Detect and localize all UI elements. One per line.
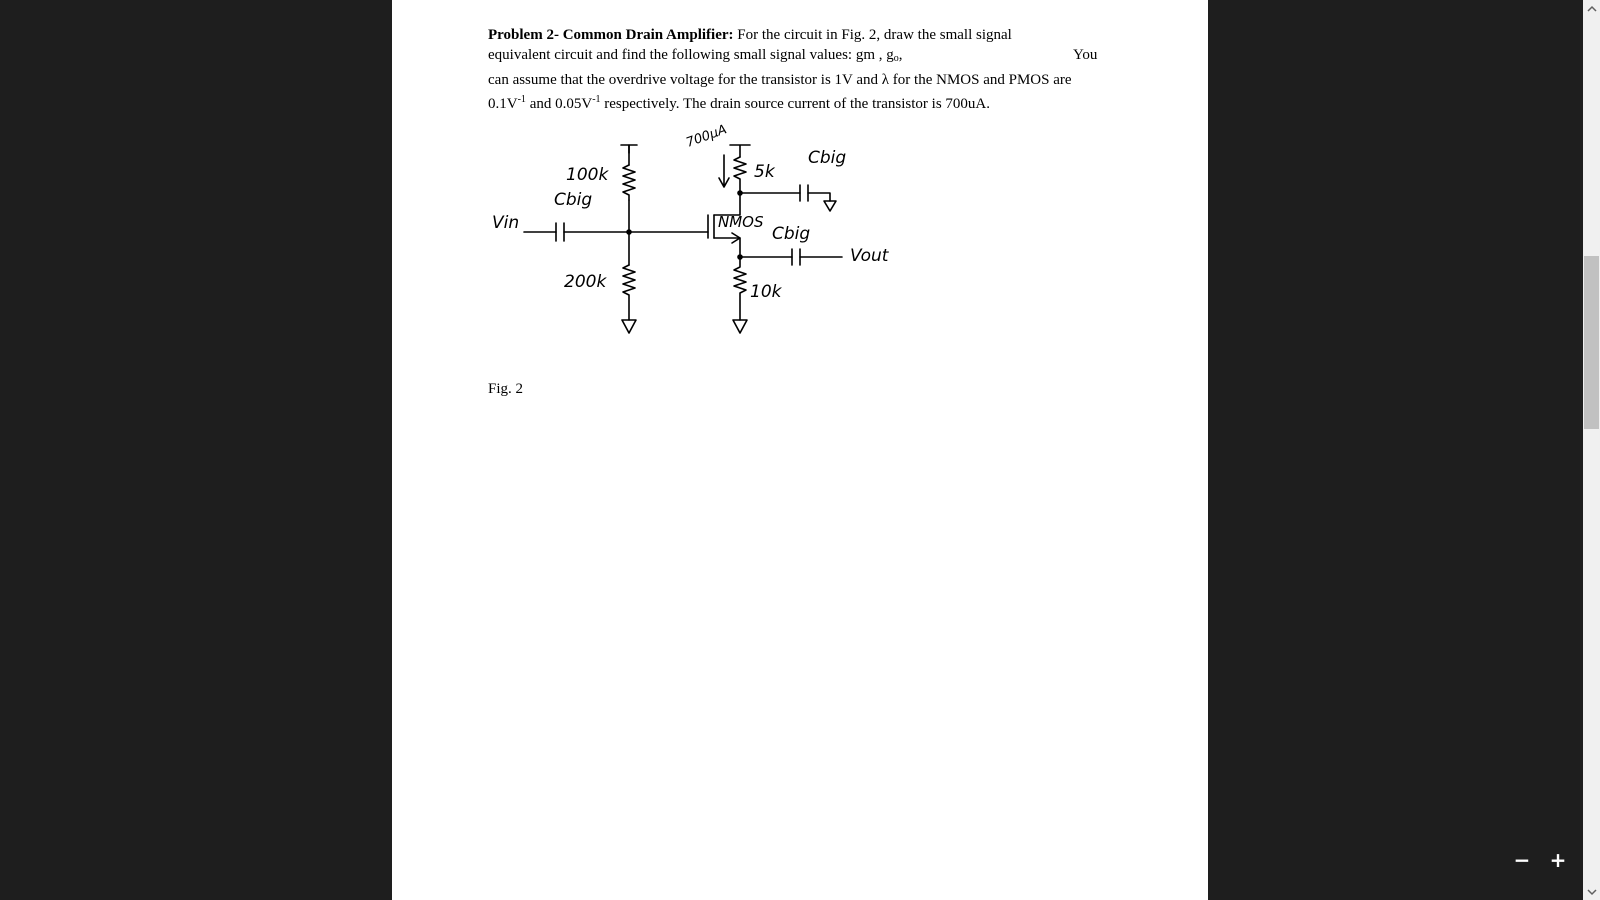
problem-line-4 <box>488 90 1122 114</box>
chevron-down-icon <box>1587 888 1597 896</box>
vertical-scrollbar[interactable] <box>1583 0 1600 900</box>
go-subscript: o <box>893 53 899 65</box>
zoom-out-button[interactable]: − <box>1513 848 1531 872</box>
label-r-100k: 100k <box>566 165 609 185</box>
ground-bypass <box>824 201 836 211</box>
problem-line-1 <box>488 25 1122 45</box>
label-c-bypass: Cbig <box>808 148 847 168</box>
problem-text <box>488 25 1122 115</box>
chevron-up-icon <box>1587 5 1597 13</box>
label-current-source: 700μA <box>684 122 729 151</box>
bypass-wire <box>740 193 830 201</box>
problem-line-4-text-a: 0.1V <box>488 96 518 113</box>
problem-line-2-comma: , <box>898 47 903 64</box>
resistor-5k <box>734 157 746 193</box>
bias-top-tee <box>621 145 637 153</box>
input-capacitor <box>556 223 564 241</box>
scroll-down-button[interactable] <box>1583 883 1600 900</box>
problem-line-2-text: equivalent circuit and find the following small signal values: gm , g <box>488 47 894 64</box>
circuit-diagram <box>492 115 892 365</box>
ground-source <box>733 320 747 333</box>
resistor-200k <box>623 265 635 320</box>
resistor-10k <box>734 257 746 320</box>
superscript-2: -1 <box>592 94 601 106</box>
problem-line-2-right-word: You <box>1073 47 1098 64</box>
label-vout: Vout <box>850 246 889 266</box>
problem-line-1-text: For the circuit in Fig. 2, draw the small signal <box>733 27 1012 43</box>
zoom-in-button[interactable]: + <box>1549 848 1567 872</box>
label-r-200k: 200k <box>564 272 607 292</box>
label-r-10k: 10k <box>750 282 782 302</box>
label-nmos: NMOS <box>718 213 764 231</box>
problem-heading: Problem 2- Common Drain Amplifier: <box>488 27 734 43</box>
label-c-out: Cbig <box>772 224 811 244</box>
problem-line-2 <box>488 45 1122 69</box>
supply-tee <box>730 145 750 157</box>
label-vin: Vin <box>492 213 520 233</box>
superscript-1: -1 <box>517 94 526 106</box>
document-page <box>392 0 1208 900</box>
bypass-capacitor <box>800 185 808 201</box>
problem-line-3: can assume that the overdrive voltage for the transistor is 1V and λ for the NMOS and PMOS are <box>488 71 1072 88</box>
scrollbar-thumb[interactable] <box>1584 256 1599 429</box>
figure-caption: Fig. 2 <box>488 381 524 397</box>
output-capacitor <box>792 249 800 265</box>
bias-node-dot <box>627 230 631 234</box>
nmos-gate <box>708 215 714 238</box>
label-c-in: Cbig <box>554 190 593 210</box>
problem-line-4-text-b: and 0.05V <box>525 96 593 113</box>
scroll-up-button[interactable] <box>1583 0 1600 17</box>
resistor-100k <box>623 165 635 200</box>
problem-line-4-text-c: respectively. The drain source current of the transistor is 700uA. <box>600 96 990 113</box>
ground-left <box>622 320 636 333</box>
label-r-5k: 5k <box>754 162 775 182</box>
current-source-arrow <box>719 155 729 187</box>
